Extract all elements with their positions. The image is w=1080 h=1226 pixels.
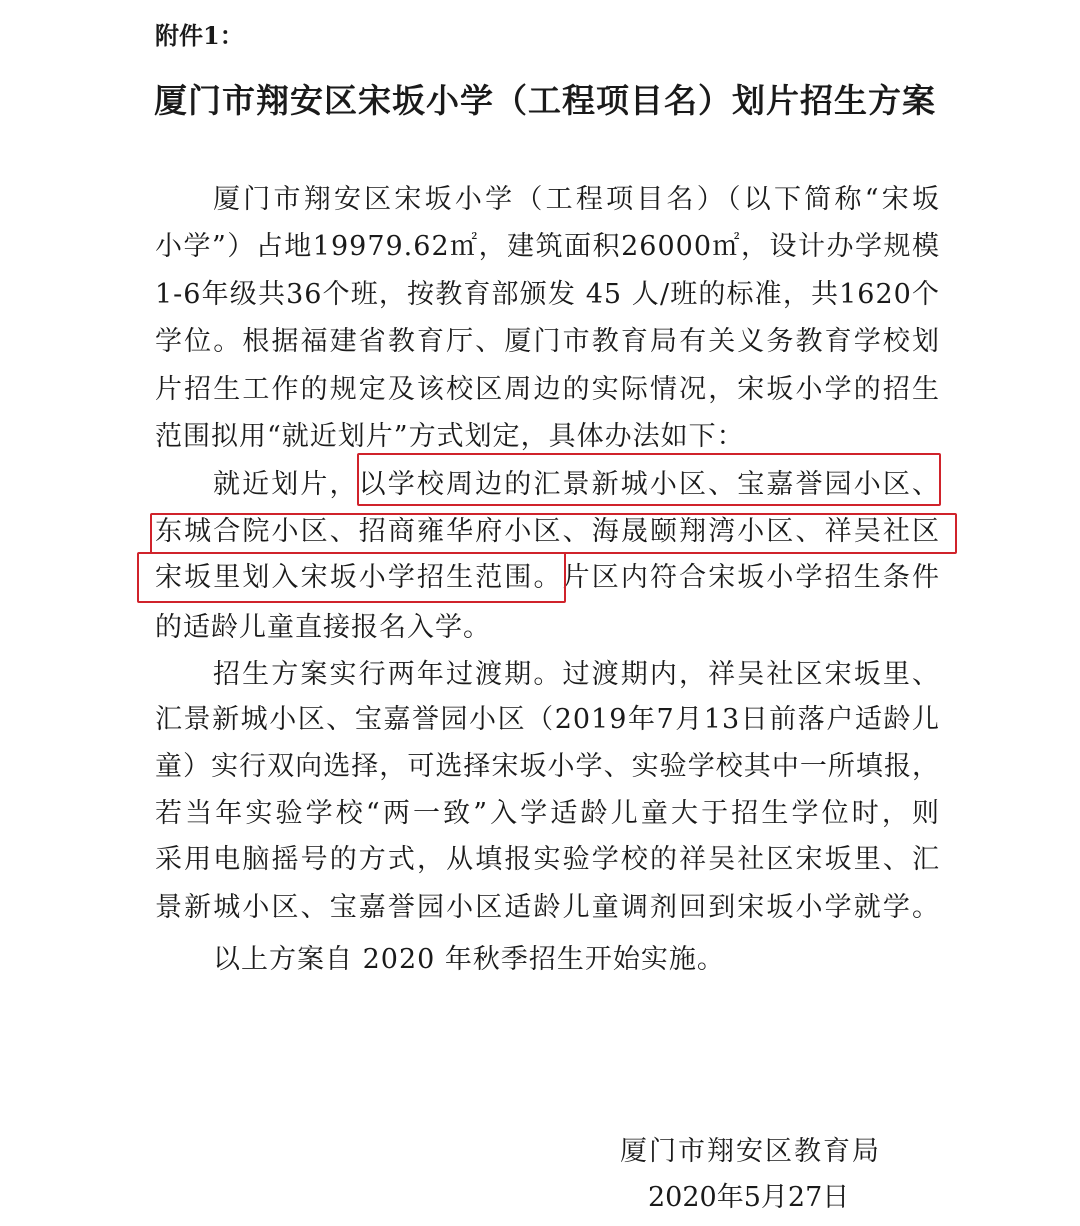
body-line: 东城合院小区、招商雍华府小区、海晟颐翔湾小区、祥吴社区 (155, 516, 940, 547)
issuing-organization: 厦门市翔安区教育局 (620, 1136, 881, 1167)
attachment-label: 附件1： (155, 21, 244, 50)
body-line: 采用电脑摇号的方式，从填报实验学校的祥吴社区宋坂里、汇 (155, 844, 940, 875)
highlight-box (137, 552, 566, 603)
issue-date: 2020年5月27日 (648, 1182, 850, 1213)
body-line: 景新城小区、宝嘉誉园小区适龄儿童调剂回到宋坂小学就学。 (155, 892, 940, 923)
highlight-box (357, 453, 941, 506)
body-line: 宋坂里划入宋坂小学招生范围。片区内符合宋坂小学招生条件 (155, 562, 940, 593)
body-line: 小学”）占地19979.62㎡，建筑面积26000㎡，设计办学规模 (155, 231, 940, 262)
body-line: 的适龄儿童直接报名入学。 (155, 612, 491, 643)
body-line: 厦门市翔安区宋坂小学（工程项目名）（以下简称“宋坂 (213, 184, 940, 215)
highlight-box (150, 513, 957, 554)
body-line: 童）实行双向选择，可选择宋坂小学、实验学校其中一所填报， (155, 751, 940, 782)
body-line: 1-6年级共36个班，按教育部颁发 45 人/班的标准，共1620个 (155, 279, 940, 310)
body-line: 招生方案实行两年过渡期。过渡期内，祥吴社区宋坂里、 (213, 659, 940, 690)
body-line: 汇景新城小区、宝嘉誉园小区（2019年7月13日前落户适龄儿 (155, 704, 940, 735)
body-line: 片招生工作的规定及该校区周边的实际情况，宋坂小学的招生 (155, 374, 940, 405)
document-title: 厦门市翔安区宋坂小学（工程项目名）划片招生方案 (154, 81, 936, 120)
body-line: 若当年实验学校“两一致”入学适龄儿童大于招生学位时，则 (155, 798, 940, 829)
body-line: 就近划片，以学校周边的汇景新城小区、宝嘉誉园小区、 (213, 469, 940, 500)
body-line: 学位。根据福建省教育厅、厦门市教育局有关义务教育学校划 (155, 326, 940, 357)
body-line: 范围拟用“就近划片”方式划定，具体办法如下： (155, 421, 745, 452)
body-line: 以上方案自 2020 年秋季招生开始实施。 (213, 944, 725, 975)
